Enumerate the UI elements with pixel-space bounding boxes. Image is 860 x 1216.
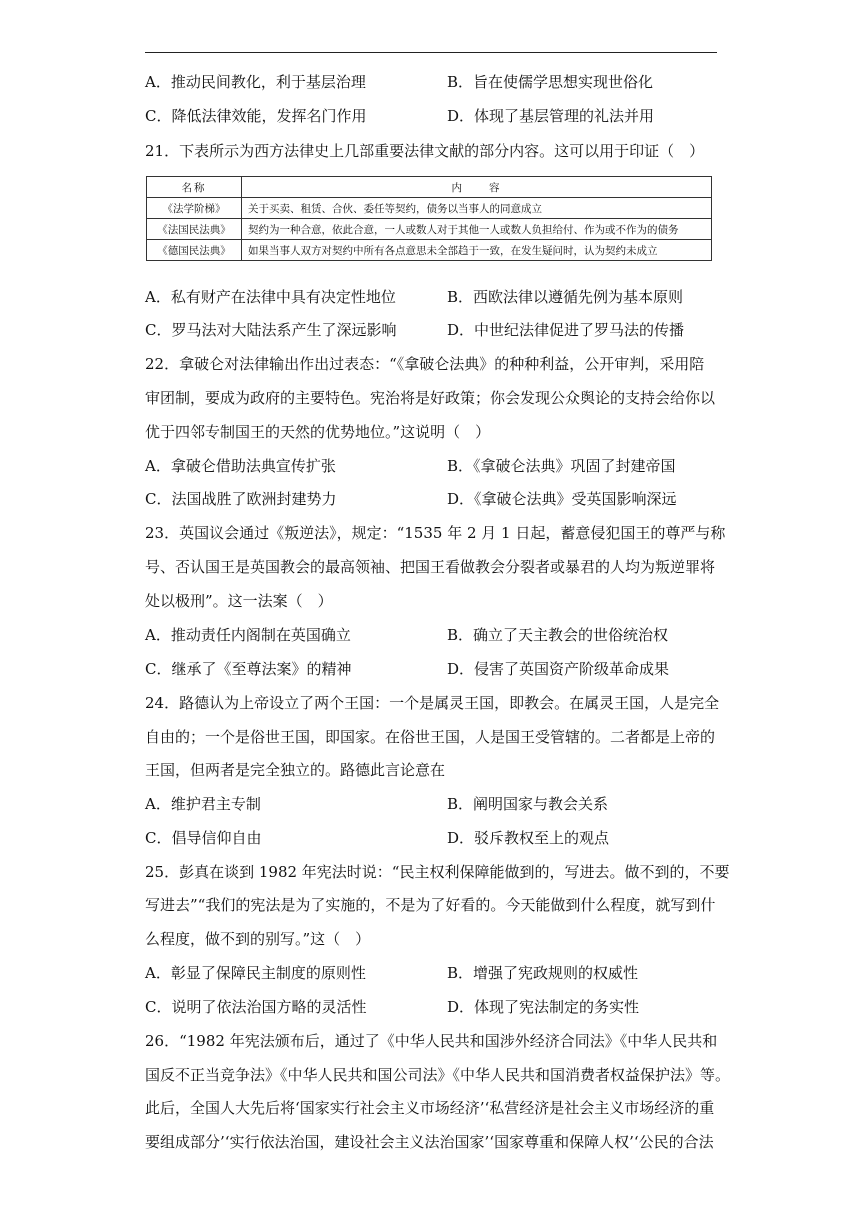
q25-stem-line-2: 写进去”“我们的宪法是为了实施的，不是为了好看的。今天能做到什么程度，就写到什 bbox=[145, 896, 716, 914]
table-row bbox=[147, 240, 712, 261]
q21-option-a[interactable]: A．私有财产在法律中具有决定性地位 bbox=[145, 288, 396, 306]
q25-option-b[interactable]: B．增强了宪政规则的权威性 bbox=[447, 964, 639, 982]
q21-option-d[interactable]: D．中世纪法律促进了罗马法的传播 bbox=[447, 321, 685, 339]
q22-option-d[interactable]: D．《拿破仑法典》受英国影响深远 bbox=[447, 490, 677, 508]
q26-stem-line-2: 国反不正当竞争法》《中华人民共和国公司法》《中华人民共和国消费者权益保护法》等。 bbox=[145, 1066, 731, 1084]
table-cell-content: 关于买卖、租赁、合伙、委任等契约，债务以当事人的同意成立 bbox=[242, 198, 712, 219]
table-cell-content: 契约为一种合意，依此合意，一人或数人对于其他一人或数人负担给付、作为或不作为的债务 bbox=[242, 219, 712, 240]
law-documents-table bbox=[146, 176, 712, 261]
q23-option-b[interactable]: B．确立了天主教会的世俗统治权 bbox=[447, 626, 669, 644]
q25-option-d[interactable]: D．体现了宪法制定的务实性 bbox=[447, 998, 640, 1016]
table-row bbox=[147, 219, 712, 240]
q22-stem-line-2: 审团制，要成为政府的主要特色。宪治将是好政策；你会发现公众舆论的支持会给你以 bbox=[145, 389, 716, 407]
q23-option-d[interactable]: D．侵害了英国资产阶级革命成果 bbox=[447, 660, 670, 678]
q24-option-b[interactable]: B．阐明国家与教会关系 bbox=[447, 795, 609, 813]
q25-option-c[interactable]: C．说明了依法治国方略的灵活性 bbox=[145, 998, 367, 1016]
q24-option-c[interactable]: C．倡导信仰自由 bbox=[145, 829, 262, 847]
table-header-row bbox=[147, 177, 712, 198]
q23-stem-line-2: 号、否认国王是英国教会的最高领袖、把国王看做教会分裂者或暴君的人均为叛逆罪将 bbox=[145, 558, 716, 576]
table-row bbox=[147, 198, 712, 219]
header-rule bbox=[145, 52, 717, 53]
q22-stem-line-1: 22．拿破仑对法律输出作出过表态：“《拿破仑法典》的种种利益，公开审判，采用陪 bbox=[145, 355, 705, 373]
q21-option-c[interactable]: C．罗马法对大陆法系产生了深远影响 bbox=[145, 321, 397, 339]
q26-stem-line-1: 26．“1982 年宪法颁布后，通过了《中华人民共和国涉外经济合同法》《中华人民共和 bbox=[145, 1032, 718, 1050]
q20-option-d[interactable]: D．体现了基层管理的礼法并用 bbox=[447, 107, 655, 125]
q24-stem-line-1: 24．路德认为上帝设立了两个王国：一个是属灵王国，即教会。在属灵王国，人是完全 bbox=[145, 694, 720, 712]
q23-stem-line-1: 23．英国议会通过《叛逆法》，规定：“1535 年 2 月 1 日起，蓄意侵犯国王的尊严与称 bbox=[145, 524, 726, 542]
q24-stem-line-3: 王国，但两者是完全独立的。路德此言论意在 bbox=[145, 761, 446, 779]
q23-option-a[interactable]: A．推动责任内阁制在英国确立 bbox=[145, 626, 351, 644]
q20-option-b[interactable]: B．旨在使儒学思想实现世俗化 bbox=[447, 73, 654, 91]
q22-option-b[interactable]: B．《拿破仑法典》巩固了封建帝国 bbox=[447, 457, 676, 475]
q24-option-a[interactable]: A．维护君主专制 bbox=[145, 795, 261, 813]
q20-option-a[interactable]: A．推动民间教化，利于基层治理 bbox=[145, 73, 366, 91]
q26-stem-line-3: 此后，全国人大先后将‘国家实行社会主义市场经济’‘私营经济是社会主义市场经济的重 bbox=[145, 1099, 715, 1117]
q20-option-c[interactable]: C．降低法律效能，发挥名门作用 bbox=[145, 107, 367, 125]
q22-option-c[interactable]: C．法国战胜了欧洲封建势力 bbox=[145, 490, 337, 508]
q25-option-a[interactable]: A．彰显了保障民主制度的原则性 bbox=[145, 964, 366, 982]
table-cell-name: 《德国民法典》 bbox=[147, 240, 242, 261]
table-header-name: 名称 bbox=[147, 177, 242, 198]
q26-stem-line-4: 要组成部分’‘实行依法治国，建设社会主义法治国家’‘国家尊重和保障人权’‘公民的合法 bbox=[145, 1133, 714, 1151]
q21-stem: 21．下表所示为西方法律史上几部重要法律文献的部分内容。这可以用于印证（ ） bbox=[145, 142, 705, 160]
q22-stem-line-3: 优于四邻专制国王的天然的优势地位。”这说明（ ） bbox=[145, 423, 491, 441]
q24-option-d[interactable]: D．驳斥教权至上的观点 bbox=[447, 829, 610, 847]
q22-option-a[interactable]: A．拿破仑借助法典宣传扩张 bbox=[145, 457, 336, 475]
q25-stem-line-3: 么程度，做不到的别写。”这（ ） bbox=[145, 930, 371, 948]
q25-stem-line-1: 25．彭真在谈到 1982 年宪法时说：“民主权利保障能做到的，写进去。做不到的，不要 bbox=[145, 863, 730, 881]
q23-option-c[interactable]: C．继承了《至尊法案》的精神 bbox=[145, 660, 352, 678]
q24-stem-line-2: 自由的；一个是俗世王国，即国家。在俗世王国，人是国王受管辖的。二者都是上帝的 bbox=[145, 728, 716, 746]
table-cell-content: 如果当事人双方对契约中所有各点意思未全部趋于一致，在发生疑问时，认为契约未成立 bbox=[242, 240, 712, 261]
q21-option-b[interactable]: B．西欧法律以遵循先例为基本原则 bbox=[447, 288, 684, 306]
table-cell-name: 《法国民法典》 bbox=[147, 219, 242, 240]
table-header-content: 内 容 bbox=[242, 177, 712, 198]
table-cell-name: 《法学阶梯》 bbox=[147, 198, 242, 219]
q23-stem-line-3: 处以极刑”。这一法案（ ） bbox=[145, 592, 333, 610]
